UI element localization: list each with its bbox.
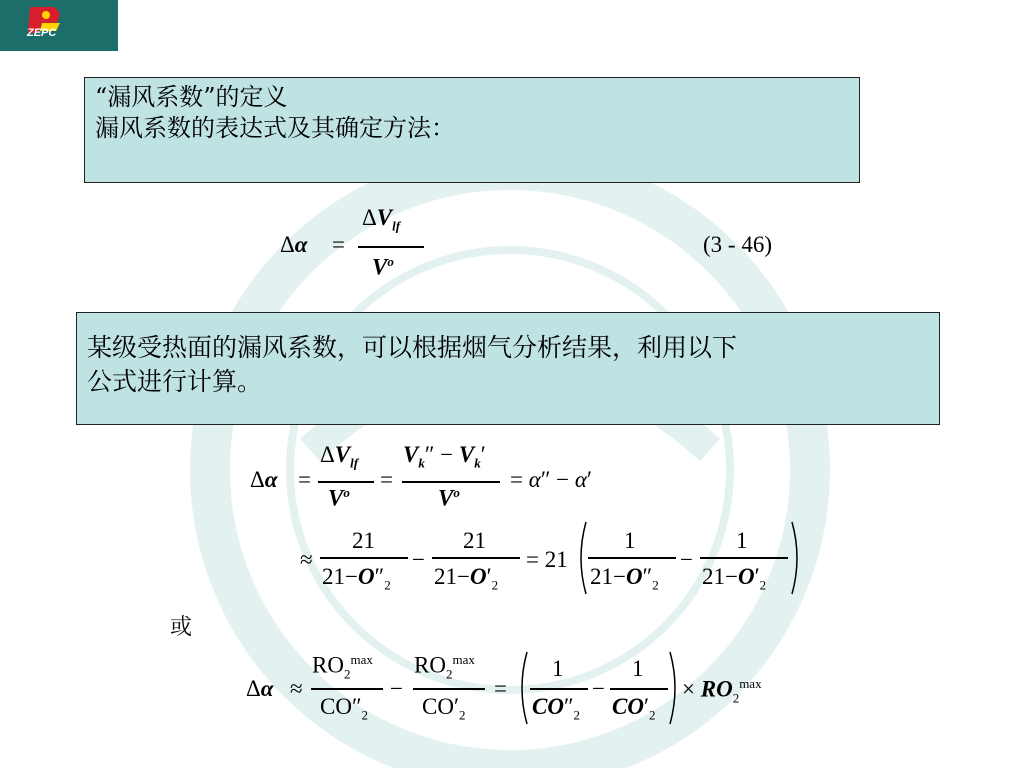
frac2-den: $V^o$ [438, 485, 460, 511]
definition-title: “漏风系数”的定义 [95, 83, 288, 111]
minus-sign: − [680, 547, 693, 572]
frac5-num: 1 [624, 528, 636, 553]
frac1-den: $V^o$ [328, 485, 350, 511]
or-label: 或 [170, 615, 193, 640]
frac7-num: $RO_2^{max}$ [312, 652, 373, 682]
frac5-den: $21-O''_2$ [590, 564, 659, 593]
delta-alpha-2: Δα [250, 467, 278, 492]
frac10-den: $CO'_2$ [612, 694, 656, 723]
eq-sign: = [380, 467, 393, 492]
alpha-diff: = α″ − α′ [510, 467, 592, 492]
frac7-bar [311, 688, 383, 690]
frac3-den: $21-O''_2$ [322, 564, 391, 593]
minus-sign: − [390, 676, 403, 701]
numerator: $\Delta V_{lf}$ [362, 205, 401, 234]
frac7-den: $CO''_2$ [320, 694, 369, 723]
frac10-bar [610, 688, 668, 690]
frac9-den: $CO''_2$ [532, 694, 581, 723]
logo-text: ZEPC [27, 27, 57, 39]
calculation-text-line2: 公式进行计算。 [87, 367, 263, 396]
frac8-num: $RO_2^{max}$ [414, 652, 475, 682]
frac10-num: 1 [632, 656, 644, 681]
definition-subtitle: 漏风系数的表达式及其确定方法： [95, 114, 455, 142]
equals-sign: = [332, 232, 345, 257]
frac2-num: $V_k'' - V_k'$ [403, 442, 486, 471]
eq-21: = 21 [526, 547, 568, 572]
calculation-text-line1: 某级受热面的漏风系数，可以根据烟气分析结果，利用以下 [87, 333, 738, 362]
frac1-num: $\Delta V_{lf}$ [320, 442, 359, 471]
frac3-num: 21 [352, 528, 375, 553]
delta-alpha-3: Δα [246, 676, 274, 701]
minus-sign: − [592, 676, 605, 701]
minus-sign: − [412, 547, 425, 572]
frac6-num: 1 [736, 528, 748, 553]
left-paren-icon [515, 650, 529, 726]
frac6-den: $21-O'_2$ [702, 564, 767, 593]
right-paren-icon [668, 650, 682, 726]
delta-alpha: Δα [280, 232, 308, 257]
frac9-bar [530, 688, 588, 690]
frac4-num: 21 [463, 528, 486, 553]
approx-sign: ≈ [300, 547, 313, 572]
frac4-den: $21-O'_2$ [434, 564, 499, 593]
frac8-den: $CO'_2$ [422, 694, 466, 723]
frac8-bar [413, 688, 485, 690]
approx-sign: ≈ [290, 676, 303, 701]
denominator: $V^o$ [372, 254, 394, 280]
eq-sign: = [298, 467, 311, 492]
equation-label: (3 - 46) [703, 232, 772, 257]
times-ro-max: × $RO_2^{max}$ [682, 676, 762, 706]
eq-sign: = [494, 676, 507, 701]
frac9-num: 1 [552, 656, 564, 681]
